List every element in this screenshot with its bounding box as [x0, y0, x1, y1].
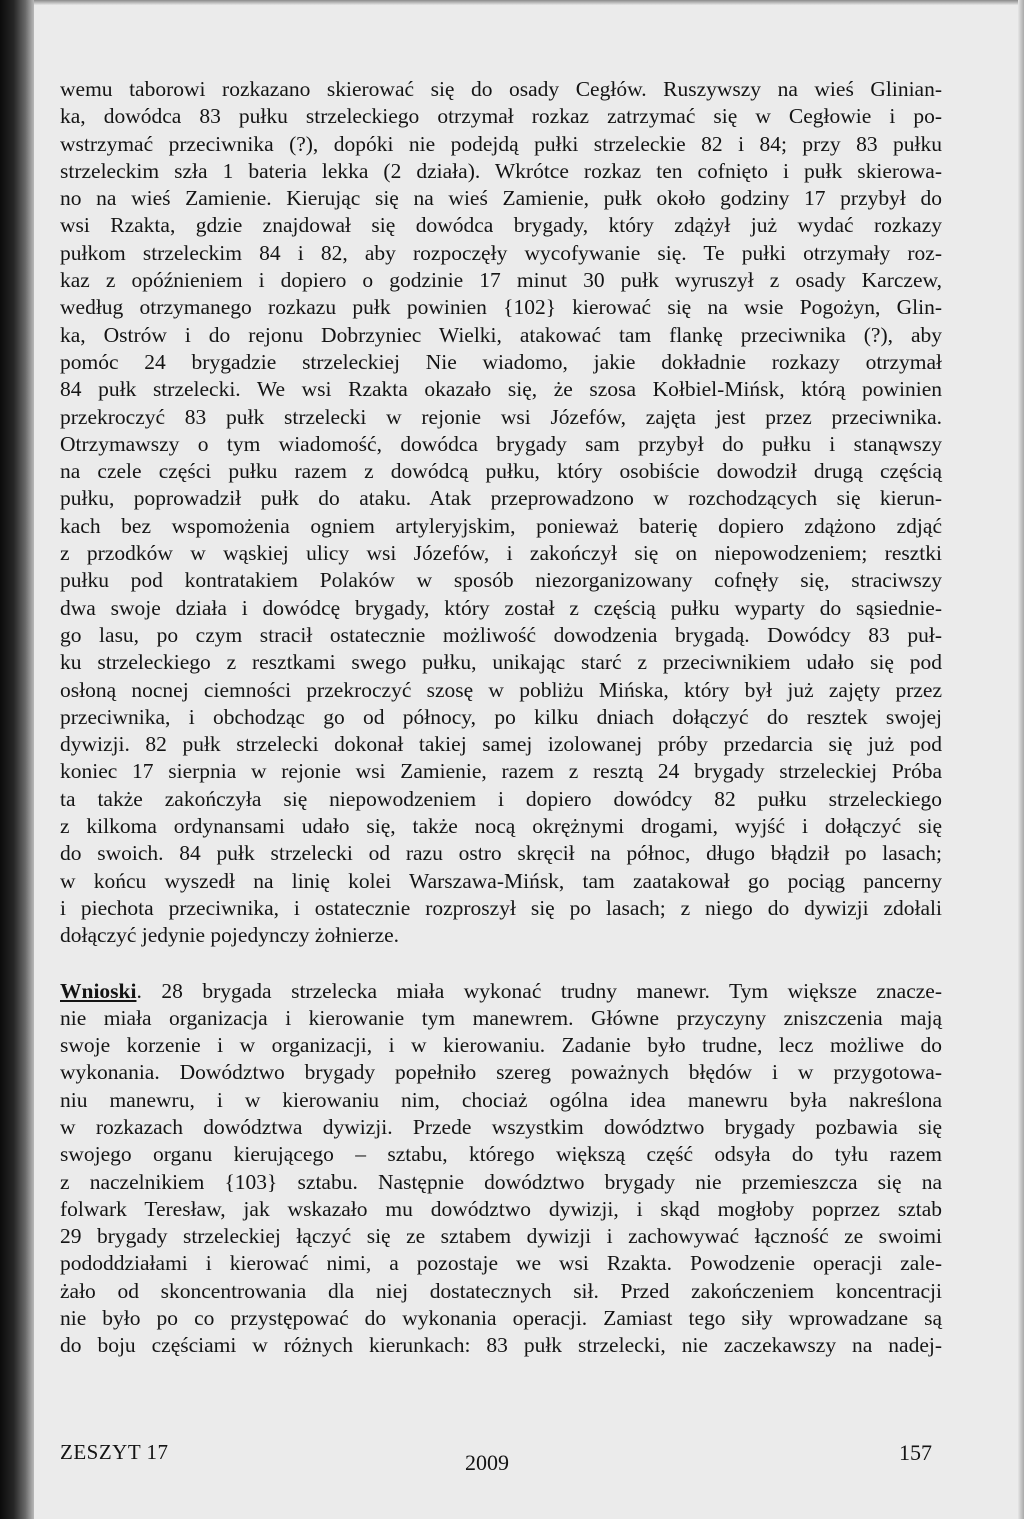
text-line: wstrzymać przeciwnika (?), dopóki nie podejdą pułki strzeleckie 82 i 84; przy 83 pułku	[60, 131, 942, 156]
text-line: 84 pułk strzelecki. We wsi Rzakta okazało się, że szosa Kołbiel-Mińsk, którą powinien	[60, 377, 942, 402]
text-line: koniec 17 sierpnia w rejonie wsi Zamienie, razem z resztą 24 brygady strzeleckiej Próba	[60, 759, 942, 784]
book-binding-shadow	[0, 0, 34, 1519]
text-line: kach bez wspomożenia ogniem artyleryjskim, ponieważ baterię dopiero zdążono zdjąć	[60, 513, 942, 538]
text-line: pułkom strzeleckim 84 i 82, aby rozpoczęły wycofywanie się. Te pułki otrzymały roz-	[60, 240, 942, 265]
text-line: folwark Teresław, jak wskazało mu dowództwo dywizji, i skąd mogłoby poprzez sztab	[60, 1196, 942, 1221]
text-line: z przodków w wąskiej ulicy wsi Józefów, i zakończył się on niepowodzeniem; resztki	[60, 541, 942, 566]
text-line: ka, dowódca 83 pułku strzeleckiego otrzymał rozkaz zatrzymać się w Cegłowie i po-	[60, 104, 942, 129]
text-line: i piechota przeciwnika, i ostatecznie rozproszył się po lasach; z niego do dywizji zdołali	[60, 895, 942, 920]
text-line: z kilkoma ordynansami udało się, także nocą okrężnymi drogami, wyjść i dołączyć się	[60, 814, 942, 839]
text-line: pułku, poprowadził pułk do ataku. Atak przeprowadzono w rozchodzących się kierun-	[60, 486, 942, 511]
paragraph-main	[60, 76, 942, 950]
text-line: osłoną nocnej ciemności przekroczyć szosę w pobliżu Mińska, który był już zajęty przez	[60, 677, 942, 702]
text-line: wemu taborowi rozkazano skierować się do osady Cegłów. Ruszywszy na wieś Glinian-	[60, 77, 942, 101]
text-line: kaz z opóźnieniem i dopiero o godzinie 17 minut 30 pułk wyruszył z osady Karczew,	[60, 268, 942, 293]
text-line: dołączyć jedynie pojedynczy żołnierze.	[60, 923, 400, 948]
text-line: ka, Ostrów i do rejonu Dobrzyniec Wielki, atakować tam flankę przeciwnika (?), aby	[60, 322, 942, 347]
text-line: przeciwnika, i obchodząc go od północy, po kilku dniach dołączyć do resztek swojej	[60, 704, 942, 729]
text-line: nie miała organizacja i kierowanie tym manewrem. Główne przyczyny zniszczenia mają	[60, 1005, 942, 1030]
text-line: według otrzymanego rozkazu pułk powinien {102} kierować się na wsie Pogożyn, Glin-	[60, 295, 942, 320]
text-line: strzeleckim szła 1 bateria lekka (2 działa). Wkrótce rozkaz ten cofnięto i pułk skierowa-	[60, 158, 942, 183]
text-line: pomóc 24 brygadzie strzeleckiej Nie wiadomo, jakie dokładnie rozkazy otrzymał	[60, 349, 942, 374]
paragraph-conclusions	[60, 978, 942, 1360]
conclusions-first-line: . 28 brygada strzelecka miała wykonać trudny manewr. Tym większe znacze-	[136, 978, 942, 1003]
text-line: go lasu, po czym stracił ostatecznie możliwość dowodzenia brygadą. Dowódcy 83 puł-	[60, 622, 942, 647]
text-line: w rozkazach dowództwa dywizji. Przede wszystkim dowództwo brygady pozbawia się	[60, 1114, 942, 1139]
text-line: żało od skoncentrowania dla niej dostatecznych sił. Przed zakończeniem koncentracji	[60, 1278, 942, 1303]
text-line: pododdziałami i kierować nimi, a pozostaje we wsi Rzakta. Powodzenie operacji zale-	[60, 1251, 942, 1276]
page-number: 157	[899, 1440, 932, 1465]
text-line: 29 brygady strzeleckiej łączyć się ze sztabem dywizji i zachowywać łączność ze swoimi	[60, 1224, 942, 1249]
text-line: wykonania. Dowództwo brygady popełniło szereg poważnych błędów i w przygotowa-	[60, 1060, 942, 1085]
body-text	[60, 76, 942, 1360]
text-line: z naczelnikiem {103} sztabu. Następnie dowództwo brygady nie przemieszcza się na	[60, 1169, 942, 1194]
publication-year: 2009	[465, 1450, 509, 1475]
text-line: dwa swoje działa i dowódcę brygady, który został z częścią pułku wyparty do sąsiednie-	[60, 595, 942, 620]
text-line: swoje korzenie i w organizacji, i w kierowaniu. Zadanie było trudne, lecz możliwe do	[60, 1033, 942, 1058]
text-line: Otrzymawszy o tym wiadomość, dowódca brygady sam przybył do pułku i stanąwszy	[60, 431, 942, 456]
text-line: wsi Rzakta, gdzie znajdował się dowódca brygady, który zdążył już wydać rozkazy	[60, 213, 942, 238]
text-line	[60, 978, 942, 1005]
conclusions-lines	[60, 1005, 942, 1360]
conclusions-heading: Wnioski	[60, 978, 137, 1003]
text-line: w końcu wyszedł na linię kolei Warszawa-Mińsk, tam zaatakował go pociąg pancerny	[60, 868, 942, 893]
text-line: niu manewru, i w kierowaniu nim, chociaż ogólna idea manewru była nakreślona	[60, 1087, 942, 1112]
text-line: przekroczyć 83 pułk strzelecki w rejonie wsi Józefów, zajęta jest przez przeciwnika.	[60, 404, 942, 429]
text-line: pułku pod kontratakiem Polaków w sposób niezorganizowany cofnęły się, straciwszy	[60, 568, 942, 593]
right-page-edge	[1018, 0, 1024, 1519]
journal-issue: ZESZYT 17	[60, 1440, 169, 1464]
text-line: no na wieś Zamienie. Kierując się na wieś Zamienie, pułk około godziny 17 przybył do	[60, 186, 942, 211]
top-page-edge	[34, 0, 1024, 5]
text-line: na czele części pułku razem z dowódcą pułku, który osobiście dowodził drugą częścią	[60, 459, 942, 484]
text-line: do swoich. 84 pułk strzelecki od razu ostro skręcił na północ, długo błądził po lasach;	[60, 841, 942, 866]
text-line: ta także zakończyła się niepowodzeniem i dopiero dowódcy 82 pułku strzeleckiego	[60, 786, 942, 811]
text-line: nie było po co przystępować do wykonania operacji. Zamiast tego siły wprowadzane są	[60, 1306, 942, 1331]
text-line: do boju częściami w różnych kierunkach: 83 pułk strzelecki, nie zaczekawszy na nadej-	[60, 1333, 942, 1358]
text-line: swojego organu kierującego – sztabu, którego większą część odsyła do tyłu razem	[60, 1142, 942, 1167]
paragraph-gap	[60, 950, 942, 978]
text-line: dywizji. 82 pułk strzelecki dokonał takiej samej izolowanej próby przedarcia się już pod	[60, 732, 942, 757]
text-line: ku strzeleckiego z resztkami swego pułku, unikając starć z przeciwnikiem udało się pod	[60, 650, 942, 675]
